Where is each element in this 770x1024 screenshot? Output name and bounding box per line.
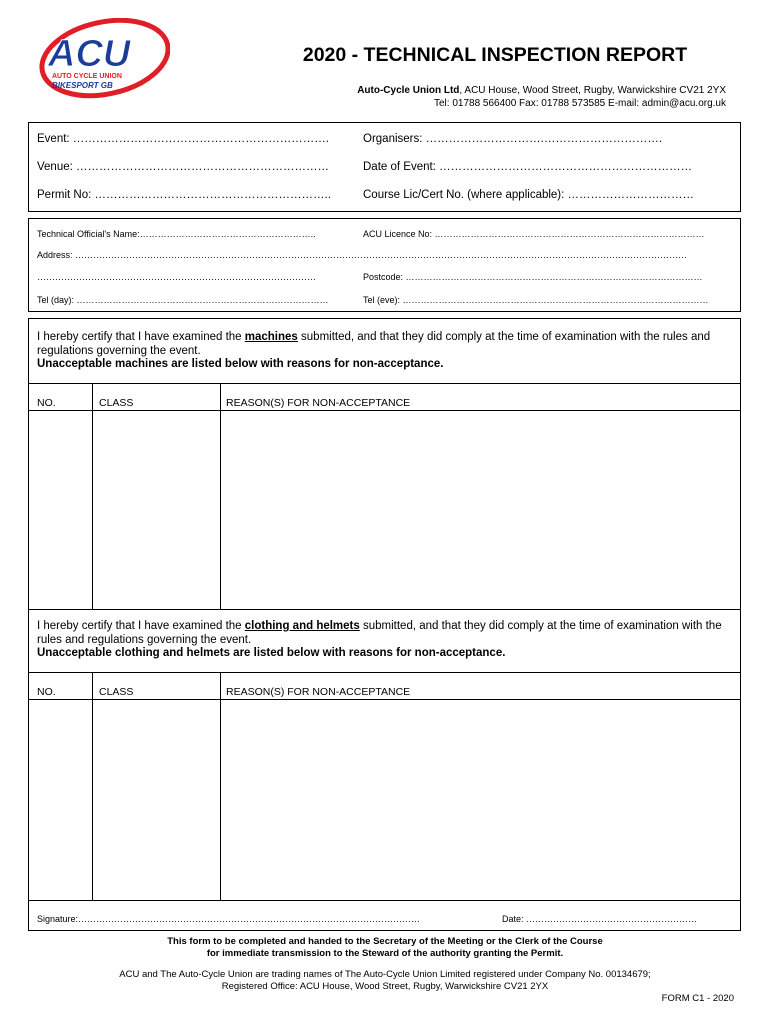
clothing-cert-bold: Unacceptable clothing and helmets are listed below with reasons for non-acceptance. (37, 647, 506, 659)
clothing-col-class: CLASS (99, 686, 134, 698)
machines-cert-highlight: machines (244, 331, 298, 343)
legal-line1: ACU and The Auto-Cycle Union are trading names of The Auto-Cycle Union Limited registered under Company No. 00134679; (119, 969, 651, 980)
tel-eve-field[interactable]: Tel (eve): ………………………………………………………………………………………… (363, 295, 709, 305)
clothing-entry-area[interactable] (30, 700, 739, 899)
form-number: FORM C1 - 2020 (661, 993, 734, 1004)
machines-entry-area[interactable] (30, 411, 739, 608)
course-lic-field[interactable]: Course Lic/Cert No. (where applicable): …………………………… (363, 189, 695, 201)
clothing-certification (37, 620, 737, 661)
machines-col-no: NO. (37, 397, 56, 409)
divider (28, 900, 741, 901)
machines-cert-post: submitted, and that they did comply at the time of examination with the rules and regulations governing the event. (37, 331, 711, 357)
machines-cert-bold: Unacceptable machines are listed below with reasons for non-acceptance. (37, 358, 444, 370)
venue-field[interactable]: Venue: ………………………………………………………… (37, 161, 330, 173)
logo-sub1: AUTO CYCLE UNION (52, 73, 122, 80)
machines-cert-pre: I hereby certify that I have examined the (37, 331, 245, 343)
instruction-line1: This form to be completed and handed to the Secretary of the Meeting or the Clerk of the Course (167, 936, 603, 947)
logo-sub2: BIKESPORT GB (52, 81, 113, 90)
signature-field[interactable]: Signature:…………………………………………………………………………………………………… (37, 914, 421, 924)
acu-logo (30, 18, 170, 100)
clothing-col-no: NO. (37, 686, 56, 698)
tech-official-name-field[interactable]: Technical Official's Name:………………………………………………….. (37, 229, 316, 239)
machines-certification (37, 331, 737, 372)
org-name: Auto-Cycle Union Ltd (357, 85, 460, 96)
date-field[interactable]: Date: ………………………………………………… (502, 914, 698, 924)
tel-day-field[interactable]: Tel (day): ………………………………………………………………………… (37, 295, 329, 305)
org-info (250, 84, 726, 110)
clothing-cert-pre: I hereby certify that I have examined the (37, 620, 245, 632)
postcode-field[interactable]: Postcode: ……………………………………………………………………………………… (363, 272, 703, 282)
clothing-col-reason: REASON(S) FOR NON-ACCEPTANCE (226, 686, 411, 698)
instruction-line2: for immediate transmission to the Steward of the authority granting the Permit. (206, 948, 564, 959)
event-field[interactable]: Event: …………………………………………………………. (37, 133, 329, 145)
clothing-cert-highlight: clothing and helmets (244, 620, 360, 632)
acu-licence-field[interactable]: ACU Licence No: ……………………………………………………………………………… (363, 229, 705, 239)
machines-col-class: CLASS (99, 397, 134, 409)
divider (28, 609, 741, 610)
org-address: , ACU House, Wood Street, Rugby, Warwickshire CV21 2YX (459, 85, 726, 96)
permit-no-field[interactable]: Permit No: …………………………………………………….. (37, 189, 331, 201)
org-contact: Tel: 01788 566400 Fax: 01788 573585 E-mail: admin@acu.org.uk (433, 98, 726, 109)
address-line2-field[interactable]: ………………………………………………………………………………… (37, 272, 316, 282)
clothing-cert-post: submitted, and that they did comply at the time of examination with the rules and regulations governing the event. (37, 620, 722, 646)
machines-col-reason: REASON(S) FOR NON-ACCEPTANCE (226, 397, 411, 409)
legal-line2: Registered Office: ACU House, Wood Street, Rugby, Warwickshire CV21 2YX (221, 981, 549, 992)
logo-main: ACU (48, 33, 131, 75)
organisers-field[interactable]: Organisers: ………………………….…………………………. (363, 133, 663, 145)
divider (28, 672, 741, 673)
page-title: 2020 - TECHNICAL INSPECTION REPORT (302, 44, 688, 66)
divider (28, 383, 741, 384)
address-field[interactable]: Address: …………………………………………………………………………………………………………………………………………………………………………………… (37, 250, 688, 260)
date-of-event-field[interactable]: Date of Event: ………………………………………………………… (363, 161, 693, 173)
